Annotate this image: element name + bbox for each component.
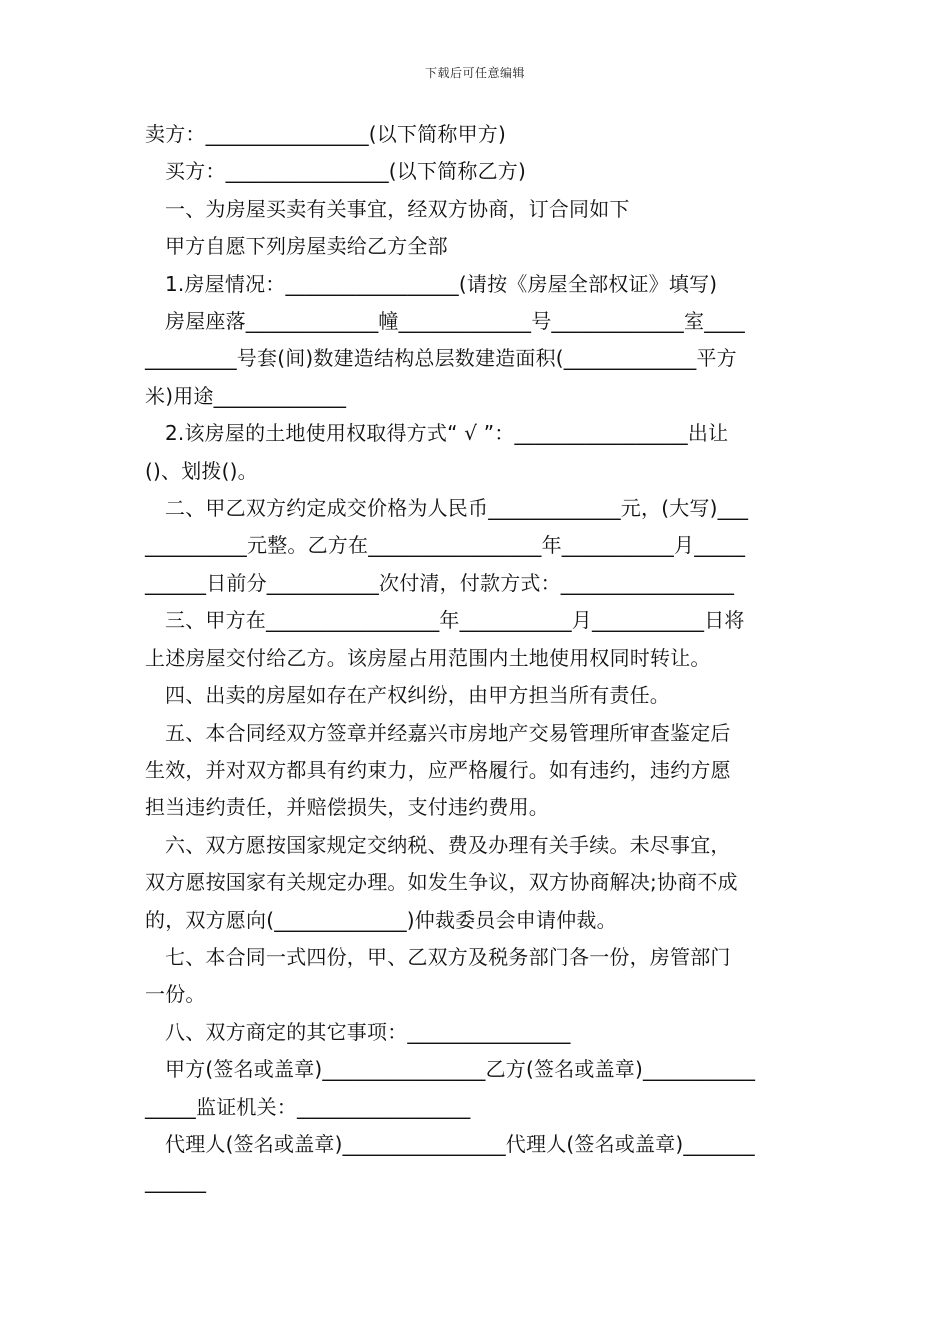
clause-1-statement: 甲方自愿下列房屋卖给乙方全部 [165,234,448,259]
clause-3-delivery-paragraph: 三、甲方在_________________年___________月___________日将 上述房屋交付给乙方。该房屋占用范围内土地使用权同时转让。 [145,608,745,670]
agent-signature-paragraph: 代理人(签名或盖章)________________代理人(签名或盖章)_______ ______ [145,1131,755,1194]
clause-2-price-paragraph: 二、甲乙双方约定成交价格为人民币_____________元，(大写)___ __________元整。乙方在_________________年___________月_____ ______日前分___________次付清，付款方式：_________________ [145,496,749,595]
house-location-paragraph: 房屋座落_____________幢_____________号_____________室____ _________号套(间)数建造结构总层数建造面积(_____________平方 米)用途_____________ [145,309,745,408]
seller-line: 卖方：________________(以下简称甲方) [145,122,507,146]
clause-1-intro: 一、为房屋买卖有关事宜，经双方协商，订合同如下 [165,196,630,221]
clause-7-copies-paragraph: 七、本合同一式四份，甲、乙双方及税务部门各一份，房管部门 一份。 [145,944,731,1007]
contract-body [145,116,810,1201]
clause-5-effect-paragraph: 五、本合同经双方签章并经嘉兴市房地产交易管理所审查鉴定后 生效，并对双方都具有约束力，应严格履行。如有违约，违约方愿 担当违约责任，并赔偿损失，支付违约费用。 [145,720,731,820]
buyer-line: 买方：________________(以下简称乙方) [165,159,527,184]
clause-4-dispute-paragraph: 四、出卖的房屋如存在产权纠纷，由甲方担当所有责任。 [165,683,670,708]
signature-paragraph: 甲方(签名或盖章)________________乙方(签名或盖章)___________ _____监证机关：_________________ [145,1057,756,1119]
house-info-line: 1.房屋情况：_________________(请按《房屋全部权证》填写) [165,271,718,296]
land-use-paragraph: 2.该房屋的土地使用权取得方式“ √ ”：_________________出让 ()、划拨()。 [145,421,729,483]
clause-8-other-paragraph: 八、双方商定的其它事项：________________ [165,1019,571,1044]
clause-6-tax-paragraph: 六、双方愿按国家规定交纳税、费及办理有关手续。未尽事宜， 双方愿按国家有关规定办理。如发生争议，双方协商解决;协商不成 的，双方愿向(_____________)仲裁委员会申请仲裁。 [145,832,738,932]
page-header-note: 下载后可任意编辑 [424,66,525,80]
